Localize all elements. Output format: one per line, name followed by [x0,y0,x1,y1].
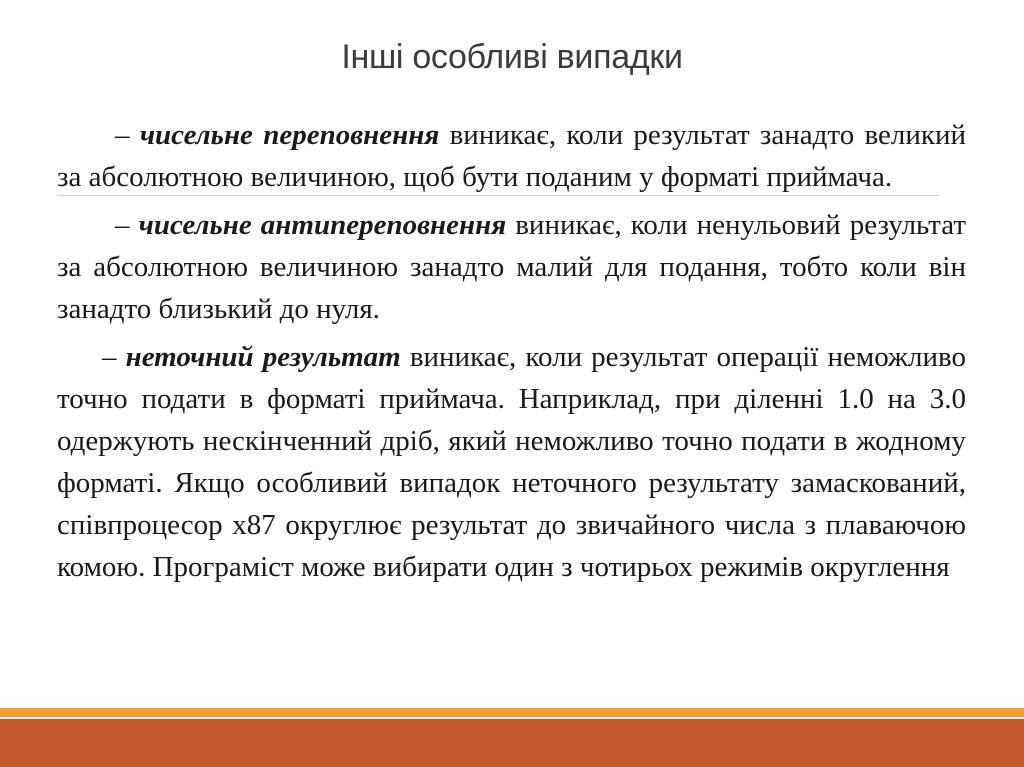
dash: – [102,341,126,373]
term-numeric-underflow: чисельне антипереповнення [138,209,507,241]
footer-accent-stripe [0,708,1024,717]
term-inexact-result: неточний результат [125,341,401,373]
paragraph-text: виникає, коли результат занадто великий за абсолютною величиною, щоб бути поданим у форматі приймача. [57,119,967,193]
dash: – [115,209,139,241]
paragraph-numeric-underflow [57,204,966,330]
dash: – [115,119,140,151]
slide-body [57,114,966,594]
term-numeric-overflow: чисельне переповнення [139,119,440,151]
paragraph-text: виникає, коли ненульовий результат за абсолютною величиною занадто малий для подання, тобто коли він занадто близький до нуля. [57,209,966,325]
paragraph-inexact-result [57,336,966,588]
slide-title: Інші особливі випадки [341,38,683,76]
paragraph-numeric-overflow [57,114,966,198]
footer-band [0,719,1024,767]
paragraph-text: виникає, коли результат операції неможливо точно подати в форматі приймача. Наприклад, при діленні 1.0 на 3.0 одержують нескінченний дріб, який неможливо точно подати в жодному форматі. Якщо особливий випадок неточного результату замаскований, співпроцесор x87 округлює результат до звичайного числа з плаваючою комою. Програміст може вибирати один з чотирьох режимів округлення [57,341,967,583]
